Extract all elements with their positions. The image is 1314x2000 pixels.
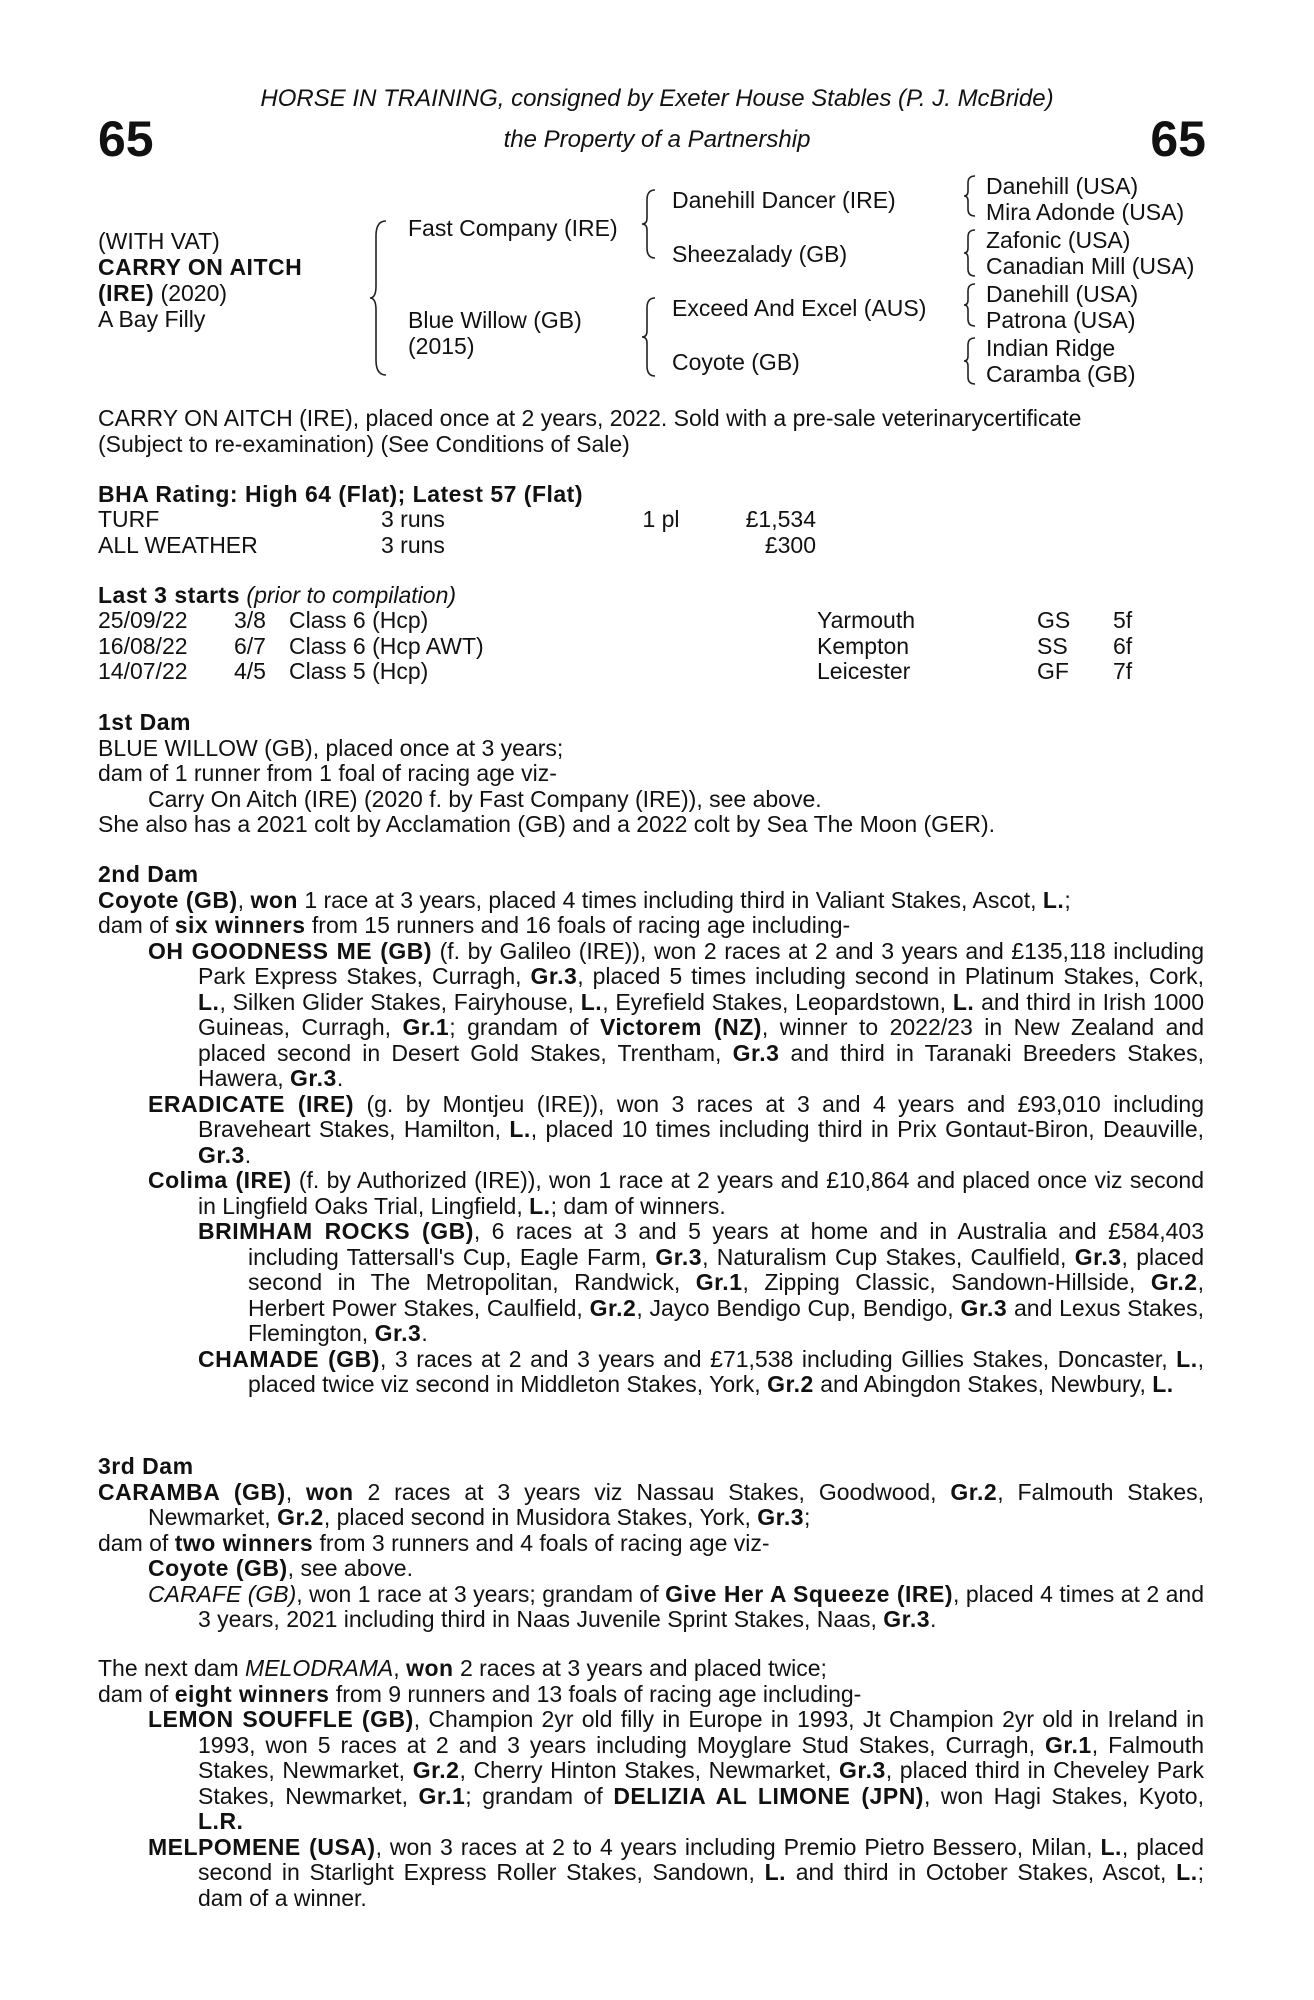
text-run: and Abingdon Stakes, Newbury,	[813, 1371, 1153, 1397]
start-race: Class 6 (Hcp AWT)	[289, 632, 484, 659]
pedigree-dam: Blue Willow (GB)	[408, 307, 582, 333]
pedigree-dam-dam: Coyote (GB)	[672, 349, 800, 375]
produce-name: Colima (IRE)	[148, 1167, 292, 1193]
text-run: L.	[764, 1859, 787, 1885]
text-run: Gr.3	[732, 1039, 780, 1066]
text-run: , placed second in Starlight Express Roller Stakes, Sandown,	[198, 1833, 1205, 1885]
text-run: , placed 4 times at 2 and 3 years, 2021 including third in Naas Juvenile Sprint Stakes, Naas,	[198, 1580, 1204, 1632]
text-run: , 3 races at 2 and 3 years and £71,538 including Gillies Stakes, Doncaster,	[379, 1345, 1177, 1372]
start-race: Class 6 (Hcp)	[289, 607, 429, 633]
text-run: , Zipping Classic, Sandown-Hillside,	[742, 1269, 1151, 1295]
last-starts-table	[98, 608, 1132, 685]
start-position: 4/5	[234, 658, 266, 684]
grand-produce-name: DELIZIA AL LIMONE (JPN)	[613, 1782, 924, 1809]
text-run: dam of	[98, 1680, 175, 1707]
text-run: Gr.1	[695, 1269, 743, 1295]
text-run: Gr.1	[1044, 1731, 1092, 1758]
first-dam-line: Carry On Aitch (IRE) (2020 f. by Fast Company (IRE)), see above.	[148, 785, 822, 812]
text-run: L.	[952, 988, 975, 1015]
horse-name: CARRY ON AITCH	[98, 254, 303, 280]
listed-label: L.	[1042, 886, 1065, 913]
start-going: GF	[1037, 658, 1069, 684]
text-run: and third in Irish 1000 Guineas, Curragh,	[198, 988, 1204, 1040]
pedigree-gg4: Canadian Mill (USA)	[986, 253, 1195, 279]
text-run: L.	[198, 988, 220, 1015]
text-run: , Champion 2yr old filly in Europe in 1993, Jt Champion 2yr old in Ireland in 1993, won 5 races at 2 and 3 years including Moyglare Stud Stakes, Curragh,	[198, 1706, 1204, 1758]
start-going: GS	[1037, 607, 1071, 633]
text-run: L.	[580, 988, 603, 1015]
rating-surface: ALL WEATHER	[98, 531, 258, 558]
first-dam-line: She also has a 2021 colt by Acclamation (GB) and a 2022 colt by Sea The Moon (GER).	[98, 811, 996, 837]
text-line	[98, 1682, 1204, 1708]
text-line	[98, 913, 1204, 939]
grand-produce-name: Victorem (NZ)	[599, 1014, 762, 1040]
text-run: , won 3 races at 2 to 4 years including Premio Pietro Bessero, Milan,	[375, 1833, 1101, 1860]
text-run: , won Hagi Stakes, Kyoto,	[923, 1782, 1204, 1809]
text-run: from 3 runners and 4 foals of racing age viz-	[313, 1529, 770, 1556]
header-property: the Property of a Partnership	[503, 126, 811, 153]
text-run: L.R.	[198, 1808, 244, 1834]
pedigree-brace-main	[368, 218, 390, 378]
text-run: Gr.2	[277, 1504, 324, 1530]
pedigree-gg5: Danehill (USA)	[986, 281, 1139, 307]
text-run: 2 races at 3 years viz Nassau Stakes, Goodwood,	[353, 1478, 951, 1505]
text-run: The next dam	[98, 1655, 246, 1681]
text-run: Gr.3	[839, 1757, 886, 1783]
text-run: (f. by Authorized (IRE)), won 1 race at 2 years and £10,864 and placed once viz second in Lingfield Oaks Trial, Lingfield,	[198, 1167, 1204, 1219]
text-run: , Silken Glider Stakes, Fairyhouse,	[219, 988, 581, 1015]
last-starts-heading	[98, 583, 456, 609]
text-line	[98, 1556, 1204, 1582]
summary-line-2: (Subject to re-examination) (See Conditions of Sale)	[98, 431, 630, 457]
text-run: L.	[529, 1192, 551, 1219]
text-run: , placed 10 times including third in Prix Gontaut-Biron, Deauville,	[530, 1116, 1204, 1142]
produce-entry	[98, 1835, 1204, 1912]
text-run: and third in October Stakes, Ascot,	[786, 1859, 1177, 1885]
produce-name: ERADICATE (IRE)	[148, 1090, 355, 1117]
start-distance: 5f	[1113, 607, 1133, 633]
text-run: Gr.3	[757, 1504, 805, 1530]
text: from 15 runners and 16 foals of racing age including-	[305, 912, 851, 938]
text-run: , Falmouth Stakes, Newmarket,	[148, 1478, 1204, 1530]
text-run: , Herbert Power Stakes, Caulfield,	[248, 1269, 1204, 1321]
produce-name: CARAFE (GB)	[148, 1580, 297, 1607]
text-run: dam of	[98, 1529, 175, 1556]
start-course: Kempton	[817, 632, 910, 659]
produce-entry: ERADICATE (IRE) (g. by Montjeu (IRE)), won 3 races at 3 and 4 years and £93,010 including Braveheart Stakes, Hamilton, L., placed 10 times including third in Prix Gontaut-Biron, Deauville, Gr.3.	[148, 1090, 1204, 1168]
dam-name: CARAMBA (GB)	[98, 1478, 286, 1505]
text-run: , see above.	[287, 1555, 413, 1581]
text-run: and third in Taranaki Breeders Stakes, Hawera,	[198, 1039, 1204, 1091]
pedigree-sire-sire: Danehill Dancer (IRE)	[672, 187, 896, 213]
pedigree-brace-sire	[640, 188, 658, 260]
text-run: Gr.2	[589, 1294, 637, 1321]
text-run: Gr.3	[883, 1606, 931, 1632]
pedigree-brace-g4	[962, 336, 978, 386]
text-run: Gr.2	[767, 1371, 814, 1397]
text-run: Gr.2	[1150, 1269, 1198, 1295]
start-row	[98, 634, 1132, 660]
winners-count: eight winners	[174, 1680, 330, 1707]
horse-country: (IRE)	[98, 280, 155, 306]
text-run: L.	[1152, 1371, 1174, 1397]
last-starts-title: Last 3 starts	[98, 582, 241, 608]
winners-count: two winners	[174, 1529, 314, 1556]
pedigree-brace-g2	[962, 228, 978, 278]
dam-name: MELODRAMA	[245, 1655, 394, 1681]
produce-entry	[98, 1347, 1204, 1398]
first-dam-line: BLUE WILLOW (GB), placed once at 3 years;	[98, 734, 564, 761]
text-run: , Falmouth Stakes, Newmarket,	[198, 1731, 1204, 1783]
text-run: , winner to 2022/23 in New Zealand and placed second in Desert Gold Stakes, Trentham,	[198, 1014, 1204, 1066]
pedigree-gg3: Zafonic (USA)	[986, 227, 1131, 253]
start-date: 16/08/22	[98, 632, 188, 659]
rating-prize: £300	[764, 531, 816, 558]
produce-name: Coyote (GB)	[148, 1555, 288, 1581]
start-going: SS	[1037, 632, 1068, 659]
rating-table	[98, 507, 816, 558]
text-run: won	[306, 1478, 354, 1505]
text-run: ; grandam of	[465, 1782, 614, 1809]
pedigree-dam-year: (2015)	[408, 333, 475, 359]
last-starts-note: (prior to compilation)	[240, 582, 457, 608]
rating-runs: 3 runs	[381, 506, 445, 532]
second-dam-section	[98, 862, 1204, 1398]
text-run: L.	[509, 1116, 531, 1142]
pedigree-gg7: Indian Ridge	[986, 335, 1116, 361]
rating-runs: 3 runs	[381, 531, 445, 558]
text-line	[98, 1531, 1204, 1557]
pedigree-gg6: Patrona (USA)	[986, 307, 1136, 333]
text-run: L.	[1176, 1345, 1198, 1372]
third-dam-heading: 3rd Dam	[98, 1453, 194, 1479]
start-row	[98, 608, 1132, 634]
summary-line-1: CARRY ON AITCH (IRE), placed once at 2 years, 2022. Sold with a pre-sale veterinarycertificate	[98, 405, 1082, 431]
pedigree-gg8: Caramba (GB)	[986, 361, 1136, 387]
first-dam-section	[98, 710, 1198, 838]
text-run: L.	[1176, 1859, 1198, 1885]
first-dam-heading: 1st Dam	[98, 709, 191, 735]
text-run: ; grandam of	[449, 1014, 600, 1040]
horse-description: A Bay Filly	[98, 306, 206, 332]
text-run: Gr.3	[655, 1243, 703, 1270]
rating-placings	[611, 533, 711, 559]
start-row	[98, 659, 1132, 685]
rating-heading: BHA Rating: High 64 (Flat); Latest 57 (Flat)	[98, 481, 583, 507]
text-run: won	[406, 1655, 454, 1681]
pedigree-brace-g3	[962, 282, 978, 328]
text-run: Gr.3	[198, 1141, 245, 1168]
produce-name: BRIMHAM ROCKS (GB)	[198, 1218, 474, 1244]
lot-number-right: 65	[1150, 111, 1206, 167]
text-line: Coyote (GB), won 1 race at 3 years, placed 4 times including third in Valiant Stakes, Ascot, L.;	[98, 886, 1071, 913]
pedigree-dam-sire: Exceed And Excel (AUS)	[672, 295, 927, 321]
start-date: 25/09/22	[98, 607, 188, 633]
start-distance: 7f	[1113, 658, 1133, 684]
horse-year: (2020)	[154, 280, 228, 306]
produce-entry: BRIMHAM ROCKS (GB), 6 races at 3 and 5 years at home and in Australia and £584,403 including Tattersall's Cup, Eagle Farm, Gr.3, Naturalism Cup Stakes, Caulfield, Gr.3, placed second in The Metropolitan, Randwick, Gr.1, Zipping Classic, Sandown-Hillside, Gr.2, Herbert Power Stakes, Caulfield, Gr.2, Jayco Bendigo Cup, Bendigo, Gr.3 and Lexus Stakes, Flemington, Gr.3.	[198, 1218, 1204, 1346]
lot-number-left: 65	[98, 111, 154, 167]
text-run: Gr.2	[950, 1478, 998, 1505]
text-run: , Cherry Hinton Stakes, Newmarket,	[459, 1757, 839, 1783]
rating-prize: £1,534	[745, 506, 816, 532]
produce-name: MELPOMENE (USA)	[148, 1833, 376, 1860]
text-run: , placed twice viz second in Middleton Stakes, York,	[248, 1345, 1204, 1397]
grand-produce-name: Give Her A Squeeze (IRE)	[665, 1580, 953, 1607]
text-run: , won 1 race at 3 years; grandam of	[296, 1580, 666, 1607]
pedigree-sire: Fast Company (IRE)	[408, 215, 618, 241]
text-run: ; dam of winners.	[550, 1192, 726, 1219]
header-consignor: HORSE IN TRAINING, consigned by Exeter House Stables (P. J. McBride)	[260, 85, 1054, 112]
text-run: Gr.3	[1074, 1243, 1122, 1270]
text-run: Gr.3	[374, 1320, 422, 1346]
text-run: L.	[1100, 1833, 1122, 1860]
text-run: (f. by Galileo (IRE)), won 2 races at 2 and 3 years and £135,118 including Park Express Stakes, Curragh,	[198, 937, 1204, 989]
text-run: Gr.1	[418, 1782, 466, 1809]
start-date: 14/07/22	[98, 658, 188, 684]
text-run: , 6 races at 3 and 5 years at home and in Australia and £584,403 including Tattersall's Cup, Eagle Farm,	[248, 1218, 1204, 1270]
pedigree-sire-dam: Sheezalady (GB)	[672, 241, 848, 267]
start-position: 6/7	[234, 632, 266, 659]
text-run: , placed second in Musidora Stakes, York,	[323, 1504, 758, 1530]
text-run: Gr.3	[960, 1294, 1008, 1321]
pedigree-gg1: Danehill (USA)	[986, 173, 1139, 199]
start-race: Class 5 (Hcp)	[289, 658, 429, 684]
text-run: , Eyrefield Stakes, Leopardstown,	[602, 988, 953, 1015]
second-dam-heading: 2nd Dam	[98, 861, 199, 887]
produce-entry: OH GOODNESS ME (GB) (f. by Galileo (IRE)), won 2 races at 2 and 3 years and £135,118 including Park Express Stakes, Curragh, Gr.3, placed 5 times including second in Platinum Stakes, Cork, L., Silken Glider Stakes, Fairyhouse, L., Eyrefield Stakes, Leopardstown, L. and third in Irish 1000 Guineas, Curragh, Gr.1; grandam of Victorem (NZ), winner to 2022/23 in New Zealand and placed second in Desert Gold Stakes, Trentham, Gr.3 and third in Taranaki Breeders Stakes, Hawera, Gr.3.	[148, 937, 1205, 1091]
produce-entry	[98, 1168, 1204, 1219]
text-run: Gr.2	[412, 1757, 460, 1783]
text-run: (g. by Montjeu (IRE)), won 3 races at 3 and 4 years and £93,010 including Braveheart Stakes, Hamilton,	[198, 1090, 1204, 1142]
rating-row	[98, 507, 816, 533]
pedigree-brace-dam	[640, 296, 658, 378]
text-run: ; dam of a winner.	[198, 1859, 1204, 1911]
text: 1 race at 3 years, placed 4 times including third in Valiant Stakes, Ascot,	[297, 886, 1043, 913]
start-course: Yarmouth	[817, 607, 916, 633]
start-distance: 6f	[1113, 632, 1133, 659]
winners-count: six winners	[174, 912, 306, 938]
text: dam of	[98, 912, 175, 938]
next-dam-section	[98, 1656, 1204, 1911]
text-run: and Lexus Stakes, Flemington,	[248, 1294, 1204, 1346]
vat-note: (WITH VAT)	[98, 228, 220, 254]
start-position: 3/8	[234, 607, 266, 633]
dam-name: Coyote (GB)	[98, 886, 238, 913]
pedigree-brace-g1	[962, 174, 978, 218]
rating-row	[98, 533, 816, 559]
text-run: Gr.3	[290, 1065, 337, 1091]
produce-name: CHAMADE (GB)	[198, 1345, 380, 1372]
first-dam-line: dam of 1 runner from 1 foal of racing age viz-	[98, 760, 557, 786]
text-run: , placed 5 times including second in Platinum Stakes, Cork,	[577, 963, 1205, 989]
produce-entry: CARAFE (GB), won 1 race at 3 years; grandam of Give Her A Squeeze (IRE), placed 4 times at 2 and 3 years, 2021 including third in Naas Juvenile Sprint Stakes, Naas, Gr.3.	[148, 1580, 1204, 1632]
start-course: Leicester	[817, 658, 911, 684]
produce-name: LEMON SOUFFLE (GB)	[148, 1706, 414, 1732]
text-run: Gr.1	[402, 1014, 450, 1040]
text-run: 2 races at 3 years and placed twice;	[453, 1655, 827, 1681]
rating-surface: TURF	[98, 506, 160, 532]
produce-name: OH GOODNESS ME (GB)	[148, 937, 433, 964]
text-run: , placed third in Cheveley Park Stakes, Newmarket,	[198, 1757, 1204, 1809]
text-line: The next dam MELODRAMA, won 2 races at 3 years and placed twice;	[98, 1655, 827, 1681]
text-run: Gr.3	[530, 963, 578, 989]
text-run: , Naturalism Cup Stakes, Caulfield,	[702, 1243, 1075, 1270]
horse-country-year	[98, 281, 227, 307]
text-run: , Jayco Bendigo Cup, Bendigo,	[636, 1294, 961, 1321]
text-run: from 9 runners and 13 foals of racing age including-	[329, 1680, 862, 1707]
text-line: CARAMBA (GB), won 2 races at 3 years viz Nassau Stakes, Goodwood, Gr.2, Falmouth Stakes, Newmarket, Gr.2, placed second in Musidora Stakes, York, Gr.3;	[98, 1478, 1204, 1530]
produce-entry	[98, 1707, 1204, 1835]
text-run: , placed second in The Metropolitan, Randwick,	[248, 1243, 1204, 1295]
won-label: won	[250, 886, 298, 913]
rating-placings: 1 pl	[642, 506, 680, 532]
third-dam-section	[98, 1454, 1204, 1633]
pedigree-gg2: Mira Adonde (USA)	[986, 199, 1185, 225]
